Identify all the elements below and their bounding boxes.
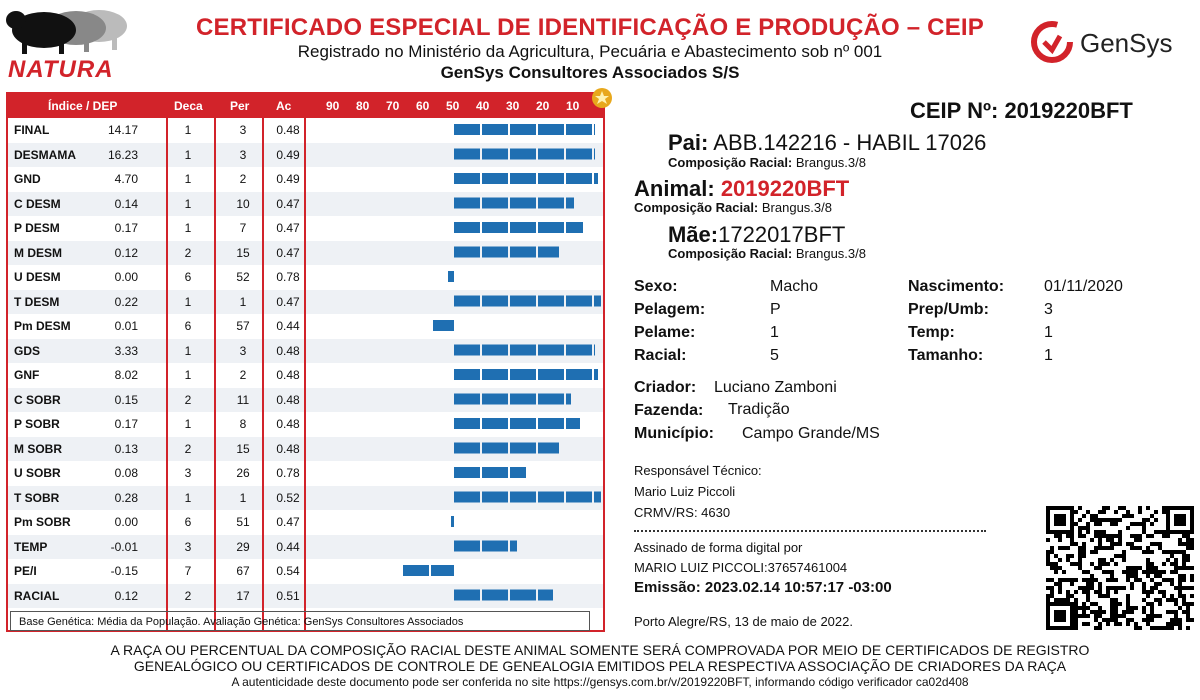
percentile-value: 2 xyxy=(239,172,247,186)
dep-bar xyxy=(510,590,536,601)
composition-label: Composição Racial: xyxy=(668,246,793,261)
sex-label: Sexo: xyxy=(634,278,678,295)
accuracy-value: 0.78 xyxy=(276,466,300,480)
deca-value: 1 xyxy=(184,294,192,309)
dep-bar xyxy=(454,492,480,503)
technician-label: Responsável Técnico: xyxy=(634,463,762,478)
footer-verification: A autenticidade deste documento pode ser conferida no site https://gensys.com.br/v/2019220BFT, informando código verificador ca02d408 xyxy=(231,675,969,689)
dep-bar xyxy=(403,565,429,576)
sire xyxy=(668,130,986,156)
dep-bar xyxy=(454,173,480,184)
dep-value: 0.01 xyxy=(114,319,138,333)
index-name: U DESM xyxy=(14,270,61,284)
deca-value: 2 xyxy=(184,245,192,260)
scale-tick-label: 20 xyxy=(536,99,550,113)
index-name: PE/I xyxy=(14,564,37,578)
index-name: FINAL xyxy=(14,123,50,137)
accuracy-value: 0.47 xyxy=(276,245,300,260)
percentile-value: 10 xyxy=(236,196,250,211)
index-name: Pm SOBR xyxy=(14,515,71,529)
accuracy-value: 0.48 xyxy=(276,343,300,358)
dep-bar xyxy=(454,541,480,552)
dep-bar xyxy=(538,369,564,380)
deca-value: 7 xyxy=(184,564,192,578)
dep-bar xyxy=(538,149,564,160)
dep-value: -0.01 xyxy=(110,539,138,554)
dep-value: 0.22 xyxy=(114,294,138,309)
dep-value: 3.33 xyxy=(114,343,138,358)
scale-tick-label: 70 xyxy=(386,99,400,113)
dep-bar xyxy=(482,541,508,552)
dep-bar xyxy=(454,247,480,258)
size-value: 1 xyxy=(1044,347,1053,364)
percentile-value: 57 xyxy=(236,319,250,333)
dep-value: 0.13 xyxy=(114,441,138,456)
dep-bar xyxy=(538,590,553,601)
percentile-value: 29 xyxy=(236,539,250,554)
deca-value: 1 xyxy=(184,417,192,431)
signature-line-2: MARIO LUIZ PICCOLI:37657461004 xyxy=(634,560,848,575)
accuracy-value: 0.49 xyxy=(276,147,300,162)
issue-datetime: Emissão: 2023.02.14 10:57:17 -03:00 xyxy=(634,579,892,596)
hair-value: 1 xyxy=(770,324,779,341)
dep-bar xyxy=(566,345,592,356)
dep-bar xyxy=(566,418,580,429)
percentile-value: 26 xyxy=(236,466,250,480)
qr-code-icon[interactable] xyxy=(1046,505,1194,631)
dep-bar xyxy=(510,222,536,233)
percentile-value: 1 xyxy=(239,294,247,309)
size-label: Tamanho: xyxy=(908,347,984,364)
accuracy-value: 0.47 xyxy=(276,196,300,211)
percentile-value: 8 xyxy=(239,417,247,431)
dep-bar xyxy=(594,492,601,503)
dep-bar xyxy=(594,296,601,307)
ceip-value: 2019220BFT xyxy=(1004,98,1133,123)
dep-bar xyxy=(594,369,598,380)
temp-label: Temp: xyxy=(908,324,955,341)
dep-bar xyxy=(538,173,564,184)
dep-bar xyxy=(448,271,454,282)
sex-value: Macho xyxy=(770,278,819,295)
dep-bar xyxy=(454,149,480,160)
dep-bar xyxy=(433,320,454,331)
index-name: RACIAL xyxy=(14,588,60,603)
index-name: U SOBR xyxy=(14,466,61,480)
dep-bar xyxy=(538,492,564,503)
dep-bar xyxy=(454,590,480,601)
dep-bar xyxy=(566,296,592,307)
percentile-value: 67 xyxy=(236,564,250,578)
dep-bar xyxy=(538,247,559,258)
deca-value: 1 xyxy=(184,196,192,211)
dam xyxy=(668,222,845,248)
dep-bar xyxy=(510,345,536,356)
dep-bar xyxy=(510,369,536,380)
index-name: C DESM xyxy=(14,196,61,211)
gensys-mark-icon xyxy=(1030,20,1074,64)
composition-value: Brangus.3/8 xyxy=(795,155,866,170)
dep-value: 0.14 xyxy=(114,196,138,211)
header-index: Índice / DEP xyxy=(48,99,118,113)
dep-bar xyxy=(482,443,508,454)
accuracy-value: 0.47 xyxy=(276,221,300,235)
dep-bar xyxy=(482,345,508,356)
technician-crmv: CRMV/RS: 4630 xyxy=(634,505,731,520)
dep-bar xyxy=(454,198,480,209)
accuracy-value: 0.47 xyxy=(276,294,300,309)
dep-bar xyxy=(538,345,564,356)
header-deca: Deca xyxy=(174,99,203,113)
dep-bar xyxy=(538,418,564,429)
index-name: C SOBR xyxy=(14,392,61,407)
municipality-value: Campo Grande/MS xyxy=(742,425,880,442)
accuracy-value: 0.48 xyxy=(276,392,300,407)
deca-value: 1 xyxy=(184,343,192,358)
accuracy-value: 0.54 xyxy=(276,564,300,578)
deca-value: 3 xyxy=(184,466,192,480)
column-divider xyxy=(166,118,168,632)
dep-bar xyxy=(510,467,526,478)
sire-label: Pai: xyxy=(668,130,709,155)
index-name: T DESM xyxy=(14,294,60,309)
deca-value: 2 xyxy=(184,588,192,603)
percentile-value: 2 xyxy=(239,368,247,382)
breeder-value: Luciano Zamboni xyxy=(714,379,837,396)
dep-bar xyxy=(566,394,571,405)
index-name: P SOBR xyxy=(14,417,60,431)
table-footnote: Base Genética: Média da População. Avaliação Genética: GenSys Consultores Associados xyxy=(10,611,590,631)
dep-bar xyxy=(454,296,480,307)
dep-bar xyxy=(510,394,536,405)
scale-tick-label: 60 xyxy=(416,99,430,113)
ceip-label: CEIP Nº: xyxy=(910,98,999,123)
dep-bar xyxy=(538,394,564,405)
dep-bar xyxy=(454,345,480,356)
dep-bar xyxy=(482,492,508,503)
coat-label: Pelagem: xyxy=(634,301,706,318)
hair-label: Pelame: xyxy=(634,324,696,341)
dep-bar xyxy=(482,369,508,380)
sire-value: ABB.142216 - HABIL 17026 xyxy=(713,130,987,155)
dep-bar xyxy=(482,222,508,233)
dep-bar xyxy=(454,418,480,429)
dep-bar xyxy=(510,418,536,429)
signature-line-1: Assinado de forma digital por xyxy=(634,540,803,555)
dep-bar xyxy=(482,296,508,307)
birth-label: Nascimento: xyxy=(908,278,1005,295)
percentile-value: 1 xyxy=(239,490,247,505)
technician-name: Mario Luiz Piccoli xyxy=(634,484,736,499)
index-name: GDS xyxy=(14,343,41,358)
dep-bar xyxy=(566,222,583,233)
animal xyxy=(634,176,849,202)
dep-bar xyxy=(566,369,592,380)
farm-label: Fazenda: xyxy=(634,402,704,419)
deca-value: 1 xyxy=(184,221,192,235)
registry-subtitle: Registrado no Ministério da Agricultura, Pecuária e Abastecimento sob nº 001 xyxy=(297,42,883,61)
composition-label: Composição Racial: xyxy=(634,200,759,215)
dep-value: -0.15 xyxy=(110,564,138,578)
dep-bar xyxy=(566,173,592,184)
deca-value: 6 xyxy=(184,515,192,529)
index-name: TEMP xyxy=(14,539,48,554)
dep-bar xyxy=(482,149,508,160)
dep-bar xyxy=(510,296,536,307)
natura-logo xyxy=(4,0,134,82)
scale-tick-label: 10 xyxy=(566,99,580,113)
dep-value: 0.15 xyxy=(114,392,138,407)
percentile-value: 7 xyxy=(239,221,247,235)
accuracy-value: 0.47 xyxy=(276,515,300,529)
dep-value: 14.17 xyxy=(107,123,138,137)
percentile-value: 52 xyxy=(236,270,250,284)
index-name: GND xyxy=(14,172,41,186)
dep-bar xyxy=(594,124,595,135)
dep-bar xyxy=(538,198,564,209)
place-date: Porto Alegre/RS, 13 de maio de 2022. xyxy=(634,614,853,629)
accuracy-value: 0.48 xyxy=(276,417,300,431)
dep-value: 0.17 xyxy=(114,417,138,431)
index-name: M SOBR xyxy=(14,441,62,456)
animal-value: 2019220BFT xyxy=(720,176,850,201)
municipality-label: Município: xyxy=(634,425,714,442)
dam-composition xyxy=(668,246,866,261)
composition-label: Composição Racial: xyxy=(668,155,793,170)
dep-bar xyxy=(451,516,454,527)
deca-value: 1 xyxy=(184,123,192,137)
dep-bar xyxy=(482,124,508,135)
composition-value: Brangus.3/8 xyxy=(761,200,832,215)
dep-value: 0.28 xyxy=(114,490,138,505)
dep-bar xyxy=(510,492,536,503)
sire-composition xyxy=(668,155,866,170)
deca-value: 1 xyxy=(184,172,192,186)
natura-wordmark: NATURA xyxy=(8,56,114,83)
dep-bar xyxy=(538,443,559,454)
percentile-value: 15 xyxy=(236,245,250,260)
dep-bar xyxy=(566,124,592,135)
deca-value: 2 xyxy=(184,441,192,456)
index-name: GNF xyxy=(14,368,40,382)
percentile-value: 17 xyxy=(236,588,250,603)
racial-value: 5 xyxy=(770,347,779,364)
header-ac: Ac xyxy=(276,99,292,113)
certificate-title: CERTIFICADO ESPECIAL DE IDENTIFICAÇÃO E PRODUÇÃO – CEIP xyxy=(196,14,984,41)
accuracy-value: 0.49 xyxy=(276,172,300,186)
signature-divider xyxy=(634,530,986,532)
index-name: DESMAMA xyxy=(14,147,76,162)
header-per: Per xyxy=(230,99,250,113)
dep-value: 0.00 xyxy=(114,515,138,529)
deca-value: 6 xyxy=(184,319,192,333)
dep-value: 8.02 xyxy=(114,368,138,382)
farm-value: Tradição xyxy=(728,401,790,418)
column-divider xyxy=(214,118,216,632)
deca-value: 1 xyxy=(184,490,192,505)
footer-line-2: GENEALÓGICO OU CERTIFICADOS DE CONTROLE DE GENEALOGIA EMITIDOS PELA RESPECTIVA ASSOCIAÇÃO DE CRIADORES DA RAÇA xyxy=(133,658,1067,674)
dep-bar xyxy=(510,198,536,209)
accuracy-value: 0.51 xyxy=(276,588,300,603)
company-name: GenSys Consultores Associados S/S xyxy=(440,63,740,82)
gensys-logo xyxy=(1030,20,1200,64)
dep-bar xyxy=(538,124,564,135)
dep-bar xyxy=(594,173,598,184)
scale-tick-label: 40 xyxy=(476,99,490,113)
dep-bar xyxy=(482,467,508,478)
accuracy-value: 0.44 xyxy=(276,539,300,554)
percentile-value: 15 xyxy=(236,441,250,456)
dep-bar xyxy=(482,418,508,429)
dep-value: 16.23 xyxy=(107,147,138,162)
dep-bar xyxy=(482,198,508,209)
index-name: T SOBR xyxy=(14,490,60,505)
dep-bar xyxy=(482,590,508,601)
dep-bar xyxy=(566,149,592,160)
scale-tick-label: 90 xyxy=(326,99,340,113)
dam-value: 1722017BFT xyxy=(718,222,846,247)
column-divider xyxy=(262,118,264,632)
medal-icon xyxy=(588,82,616,110)
dep-bar xyxy=(538,296,564,307)
scale-tick-label: 30 xyxy=(506,99,520,113)
animal-composition xyxy=(634,200,832,215)
dep-bar xyxy=(510,149,536,160)
dep-bar xyxy=(510,443,536,454)
dep-bar xyxy=(594,149,595,160)
deca-value: 1 xyxy=(184,147,192,162)
index-name: Pm DESM xyxy=(14,319,71,333)
dep-bar xyxy=(510,247,536,258)
animal-label: Animal: xyxy=(634,176,715,201)
dep-table xyxy=(6,92,605,632)
table-header xyxy=(8,94,603,118)
deca-value: 2 xyxy=(184,392,192,407)
dep-bar xyxy=(454,467,480,478)
dep-bar xyxy=(510,124,536,135)
dep-value: 0.00 xyxy=(114,270,138,284)
dep-value: 0.12 xyxy=(114,588,138,603)
dep-bar xyxy=(510,541,517,552)
dep-bar xyxy=(454,124,480,135)
gensys-wordmark: GenSys xyxy=(1080,28,1173,58)
dep-value: 0.12 xyxy=(114,245,138,260)
dep-value: 4.70 xyxy=(114,172,138,186)
dep-value: 0.17 xyxy=(114,221,138,235)
dep-bar xyxy=(566,492,592,503)
cattle-icon xyxy=(4,0,134,56)
accuracy-value: 0.78 xyxy=(276,270,300,284)
dep-bar xyxy=(538,222,564,233)
dep-bar xyxy=(566,198,574,209)
percentile-value: 11 xyxy=(236,392,250,407)
dam-label: Mãe: xyxy=(668,222,719,247)
dep-bar-chart xyxy=(306,118,602,608)
dep-bar xyxy=(454,222,480,233)
dep-bar xyxy=(431,565,454,576)
percentile-value: 3 xyxy=(239,343,247,358)
dep-bar xyxy=(482,173,508,184)
accuracy-value: 0.44 xyxy=(276,319,300,333)
dep-bar xyxy=(454,443,480,454)
deca-value: 6 xyxy=(184,270,192,284)
composition-value: Brangus.3/8 xyxy=(795,246,866,261)
ceip-number xyxy=(910,98,1133,124)
index-name: P DESM xyxy=(14,221,60,235)
percentile-value: 51 xyxy=(236,515,250,529)
racial-label: Racial: xyxy=(634,347,687,364)
prep-label: Prep/Umb: xyxy=(908,301,989,318)
coat-value: P xyxy=(770,301,781,318)
prep-value: 3 xyxy=(1044,301,1053,318)
index-name: M DESM xyxy=(14,245,62,260)
dep-bar xyxy=(482,247,508,258)
temp-value: 1 xyxy=(1044,324,1053,341)
footer-line-1: A RAÇA OU PERCENTUAL DA COMPOSIÇÃO RACIAL DESTE ANIMAL SOMENTE SERÁ COMPROVADA POR MEIO DE CERTIFICADOS DE REGISTRO xyxy=(110,642,1090,658)
dep-bar xyxy=(594,345,595,356)
dep-bar xyxy=(510,173,536,184)
accuracy-value: 0.48 xyxy=(276,368,300,382)
accuracy-value: 0.48 xyxy=(276,441,300,456)
breeder-label: Criador: xyxy=(634,379,697,396)
legal-footer xyxy=(30,642,1170,690)
dep-bar xyxy=(454,394,480,405)
dep-bar xyxy=(454,369,480,380)
accuracy-value: 0.52 xyxy=(276,490,300,505)
scale-tick-label: 50 xyxy=(446,99,460,113)
dep-value: 0.08 xyxy=(114,466,138,480)
scale-tick-label: 80 xyxy=(356,99,370,113)
deca-value: 3 xyxy=(184,539,192,554)
accuracy-value: 0.48 xyxy=(276,123,300,137)
percentile-value: 3 xyxy=(239,147,247,162)
deca-value: 1 xyxy=(184,368,192,382)
percentile-value: 3 xyxy=(239,123,247,137)
dep-bar xyxy=(482,394,508,405)
birth-value: 01/11/2020 xyxy=(1044,278,1123,295)
